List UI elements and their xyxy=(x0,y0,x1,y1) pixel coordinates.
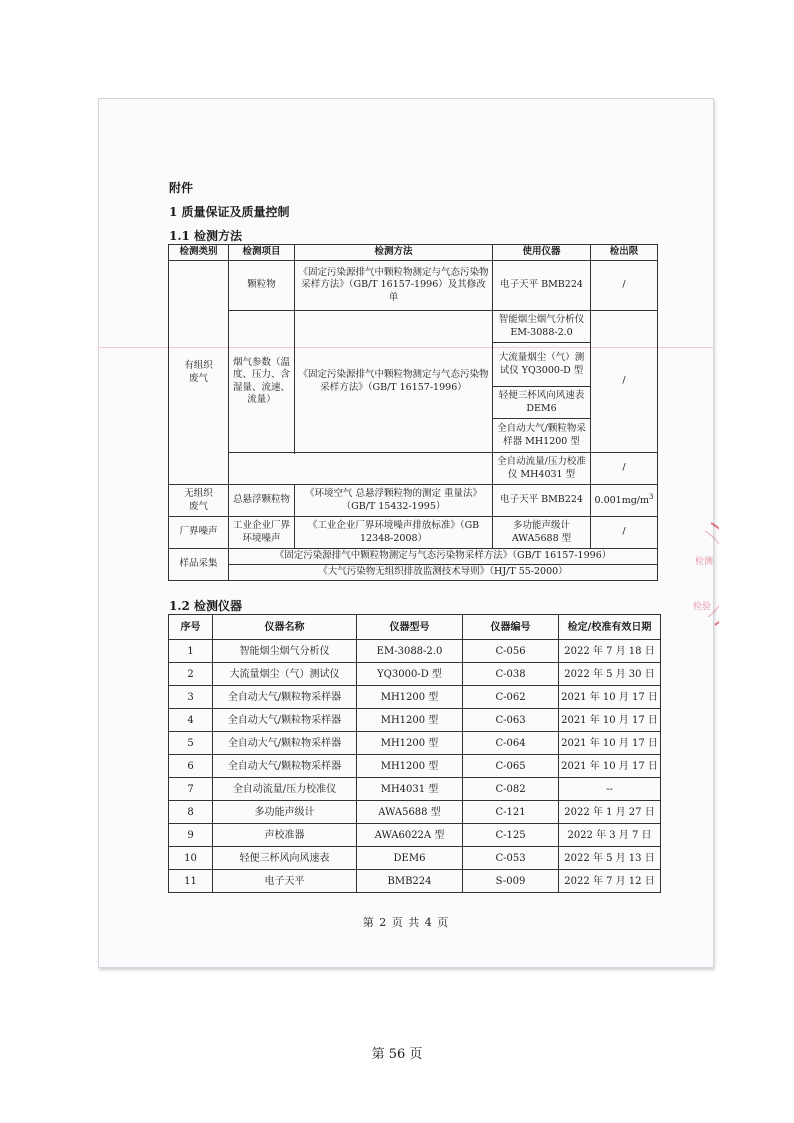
row-number: C-063 xyxy=(463,709,559,732)
row-number: C-038 xyxy=(463,663,559,686)
svg-text:检验: 检验 xyxy=(693,602,712,612)
instruments-table xyxy=(168,614,661,893)
scanned-page xyxy=(98,98,714,968)
row-name: 全自动大气/颗粒物采样器 xyxy=(213,732,357,755)
limit-particulate: / xyxy=(591,261,658,311)
methods-row-flow xyxy=(169,453,658,485)
row-model: MH1200 型 xyxy=(357,755,463,778)
instrument-flue-3: 轻便三杯风向风速表 DEM6 xyxy=(493,387,591,419)
table-row xyxy=(169,709,661,732)
instruments-header-row xyxy=(169,615,661,640)
instrument-particulate: 电子天平 BMB224 xyxy=(493,261,591,311)
row-model: MH1200 型 xyxy=(357,709,463,732)
table-row xyxy=(169,663,661,686)
row-seq: 1 xyxy=(169,640,213,663)
row-model: EM-3088-2.0 xyxy=(357,640,463,663)
row-seq: 3 xyxy=(169,686,213,709)
category-noise: 厂界噪声 xyxy=(169,517,229,549)
table-row xyxy=(169,778,661,801)
header-item: 检测项目 xyxy=(229,245,295,261)
row-model: BMB224 xyxy=(357,870,463,893)
row-number: C-065 xyxy=(463,755,559,778)
item-flue-params: 烟气参数（温度、压力、含湿量、流速、流量） xyxy=(229,311,295,453)
instrument-flue-2: 大流量烟尘（气）测试仪 YQ3000-D 型 xyxy=(493,343,591,387)
row-valid-date: 2022 年 7 月 12 日 xyxy=(559,870,661,893)
row-seq: 8 xyxy=(169,801,213,824)
table-row xyxy=(169,801,661,824)
row-name: 电子天平 xyxy=(213,870,357,893)
table-row xyxy=(169,686,661,709)
category-organized: 有组织废气 xyxy=(169,261,229,485)
header-limit: 检出限 xyxy=(591,245,658,261)
row-model: MH1200 型 xyxy=(357,732,463,755)
flow-spacer xyxy=(229,453,493,485)
methods-row-sampling-1 xyxy=(169,549,658,565)
row-valid-date: 2021 年 10 月 17 日 xyxy=(559,709,661,732)
instrument-tsp: 电子天平 BMB224 xyxy=(493,485,591,517)
row-seq: 6 xyxy=(169,755,213,778)
instrument-flue-4: 全自动大气/颗粒物采样器 MH1200 型 xyxy=(493,419,591,453)
row-seq: 2 xyxy=(169,663,213,686)
row-valid-date: 2022 年 5 月 13 日 xyxy=(559,847,661,870)
row-valid-date: 2022 年 1 月 27 日 xyxy=(559,801,661,824)
method-noise: 《工业企业厂界环境噪声排放标准》（GB 12348-2008） xyxy=(295,517,493,549)
header-method: 检测方法 xyxy=(295,245,493,261)
row-model: MH1200 型 xyxy=(357,686,463,709)
row-seq: 11 xyxy=(169,870,213,893)
methods-table xyxy=(168,244,658,581)
row-name: 全自动大气/颗粒物采样器 xyxy=(213,709,357,732)
row-name: 大流量烟尘（气）测试仪 xyxy=(213,663,357,686)
row-valid-date: -- xyxy=(559,778,661,801)
header-name: 仪器名称 xyxy=(213,615,357,640)
row-seq: 10 xyxy=(169,847,213,870)
row-valid-date: 2021 年 10 月 17 日 xyxy=(559,755,661,778)
red-seal-stamp xyxy=(671,519,719,629)
method-tsp: 《环境空气 总悬浮颗粒物的测定 重量法》（GB/T 15432-1995） xyxy=(295,485,493,517)
row-number: C-053 xyxy=(463,847,559,870)
methods-row-flue xyxy=(169,311,658,343)
limit-noise: / xyxy=(591,517,658,549)
row-number: C-064 xyxy=(463,732,559,755)
row-number: C-056 xyxy=(463,640,559,663)
category-sampling: 样品采集 xyxy=(169,549,229,581)
row-name: 轻便三杯风向风速表 xyxy=(213,847,357,870)
header-category: 检测类别 xyxy=(169,245,229,261)
row-model: AWA6022A 型 xyxy=(357,824,463,847)
row-number: S-009 xyxy=(463,870,559,893)
section-heading-instruments: 1.2 检测仪器 xyxy=(169,599,243,613)
limit-flow: / xyxy=(591,453,658,485)
row-number: C-082 xyxy=(463,778,559,801)
row-name: 多功能声级计 xyxy=(213,801,357,824)
method-flue: 《固定污染源排气中颗粒物测定与气态污染物采样方法》（GB/T 16157-1996） xyxy=(295,311,493,453)
row-name: 智能烟尘烟气分析仪 xyxy=(213,640,357,663)
section-heading-quality: 1 质量保证及质量控制 xyxy=(169,205,290,219)
row-valid-date: 2021 年 10 月 17 日 xyxy=(559,732,661,755)
row-valid-date: 2022 年 5 月 30 日 xyxy=(559,663,661,686)
sampling-standard-2: 《大气污染物无组织排放监测技术导则》（HJ/T 55-2000） xyxy=(229,565,658,581)
row-seq: 9 xyxy=(169,824,213,847)
table-row xyxy=(169,847,661,870)
item-noise: 工业企业厂界环境噪声 xyxy=(229,517,295,549)
sampling-standard-1: 《固定污染源排气中颗粒物测定与气态污染物采样方法》（GB/T 16157-1996） xyxy=(229,549,658,565)
row-number: C-062 xyxy=(463,686,559,709)
row-name: 全自动流量/压力校准仪 xyxy=(213,778,357,801)
limit-flue: / xyxy=(591,311,658,453)
row-seq: 7 xyxy=(169,778,213,801)
header-valid-date: 检定/校准有效日期 xyxy=(559,615,661,640)
section-heading-methods: 1.1 检测方法 xyxy=(169,229,243,243)
svg-text:检测: 检测 xyxy=(695,557,714,567)
limit-tsp: $0.001mg/m^3$ xyxy=(591,485,658,517)
table-row xyxy=(169,824,661,847)
row-seq: 4 xyxy=(169,709,213,732)
header-number: 仪器编号 xyxy=(463,615,559,640)
methods-header-row xyxy=(169,245,658,261)
instrument-flow: 全自动流量/压力校准仪 MH4031 型 xyxy=(493,453,591,485)
row-valid-date: 2022 年 7 月 18 日 xyxy=(559,640,661,663)
category-unorganized: 无组织废气 xyxy=(169,485,229,517)
methods-row-particulate xyxy=(169,261,658,311)
row-name: 全自动大气/颗粒物采样器 xyxy=(213,755,357,778)
row-name: 声校准器 xyxy=(213,824,357,847)
page-footer: 第 56 页 xyxy=(371,1047,423,1062)
row-seq: 5 xyxy=(169,732,213,755)
row-valid-date: 2021 年 10 月 17 日 xyxy=(559,686,661,709)
table-row xyxy=(169,732,661,755)
table-row xyxy=(169,755,661,778)
row-model: MH4031 型 xyxy=(357,778,463,801)
row-valid-date: 2022 年 3 月 7 日 xyxy=(559,824,661,847)
methods-row-sampling-2 xyxy=(169,565,658,581)
instrument-flue-1: 智能烟尘烟气分析仪 EM-3088-2.0 xyxy=(493,311,591,343)
row-model: YQ3000-D 型 xyxy=(357,663,463,686)
inner-page-number: 第 2 页 共 4 页 xyxy=(362,916,450,929)
row-model: DEM6 xyxy=(357,847,463,870)
row-name: 全自动大气/颗粒物采样器 xyxy=(213,686,357,709)
methods-row-tsp xyxy=(169,485,658,517)
item-tsp: 总悬浮颗粒物 xyxy=(229,485,295,517)
item-particulate: 颗粒物 xyxy=(229,261,295,311)
table-row xyxy=(169,640,661,663)
header-instrument: 使用仪器 xyxy=(493,245,591,261)
table-row xyxy=(169,870,661,893)
attachment-title: 附件 xyxy=(169,181,194,195)
row-number: C-125 xyxy=(463,824,559,847)
row-number: C-121 xyxy=(463,801,559,824)
row-model: AWA5688 型 xyxy=(357,801,463,824)
header-seq: 序号 xyxy=(169,615,213,640)
instrument-noise: 多功能声级计 AWA5688 型 xyxy=(493,517,591,549)
header-model: 仪器型号 xyxy=(357,615,463,640)
method-particulate: 《固定污染源排气中颗粒物测定与气态污染物采样方法》（GB/T 16157-1996）及其修改单 xyxy=(295,261,493,311)
methods-row-noise xyxy=(169,517,658,549)
